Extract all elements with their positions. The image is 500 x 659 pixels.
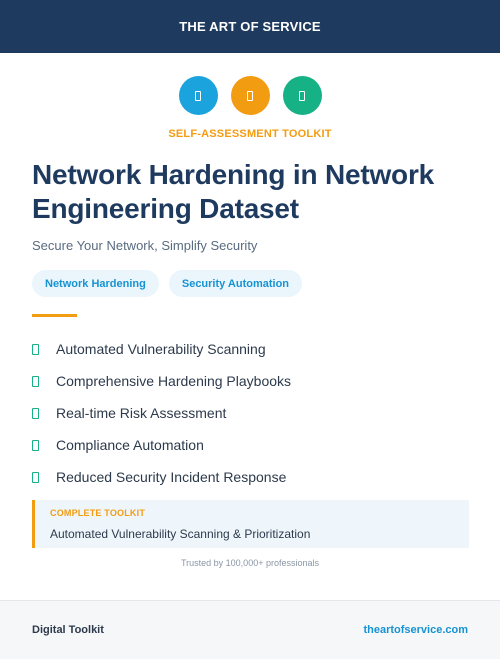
toolkit-kicker: SELF-ASSESSMENT TOOLKIT [168,128,332,140]
list-item [32,397,291,429]
tag-list [32,270,302,297]
list-item [32,365,291,397]
list-item [32,333,291,365]
brand-name: THE ART OF SERVICE [179,19,321,34]
feature-label: Real-time Risk Assessment [56,405,227,421]
callout-text: Automated Vulnerability Scanning & Prioritization [50,527,311,541]
icon-row [0,76,500,115]
check-icon [32,472,39,483]
feature-label: Comprehensive Hardening Playbooks [56,373,292,389]
callout-kicker: COMPLETE TOOLKIT [50,508,146,518]
page-title: Network Hardening in Network Engineering Dataset [32,159,435,224]
feature-label: Compliance Automation [56,437,204,453]
accent-divider [32,314,77,317]
toolkit-callout [32,500,469,548]
footer [0,600,500,659]
trust-statement: Trusted by 100,000+ professionals [180,558,319,568]
page-subtitle: Secure Your Network, Simplify Security [32,238,258,253]
document-icon [283,76,322,115]
check-icon [32,440,39,451]
tag-security-automation: Security Automation [169,270,302,297]
feature-label: Reduced Security Incident Response [56,469,287,485]
check-icon [32,376,39,387]
tag-network-hardening: Network Hardening [32,270,159,297]
feature-label: Automated Vulnerability Scanning [56,341,266,357]
list-item [32,461,291,493]
top-banner [0,0,500,53]
document-icon [231,76,270,115]
feature-list [32,333,291,493]
footer-label: Digital Toolkit [32,624,104,636]
check-icon [32,408,39,419]
list-item [32,429,291,461]
website-link[interactable]: theartofservice.com [363,624,468,636]
document-icon [179,76,218,115]
check-icon [32,344,39,355]
